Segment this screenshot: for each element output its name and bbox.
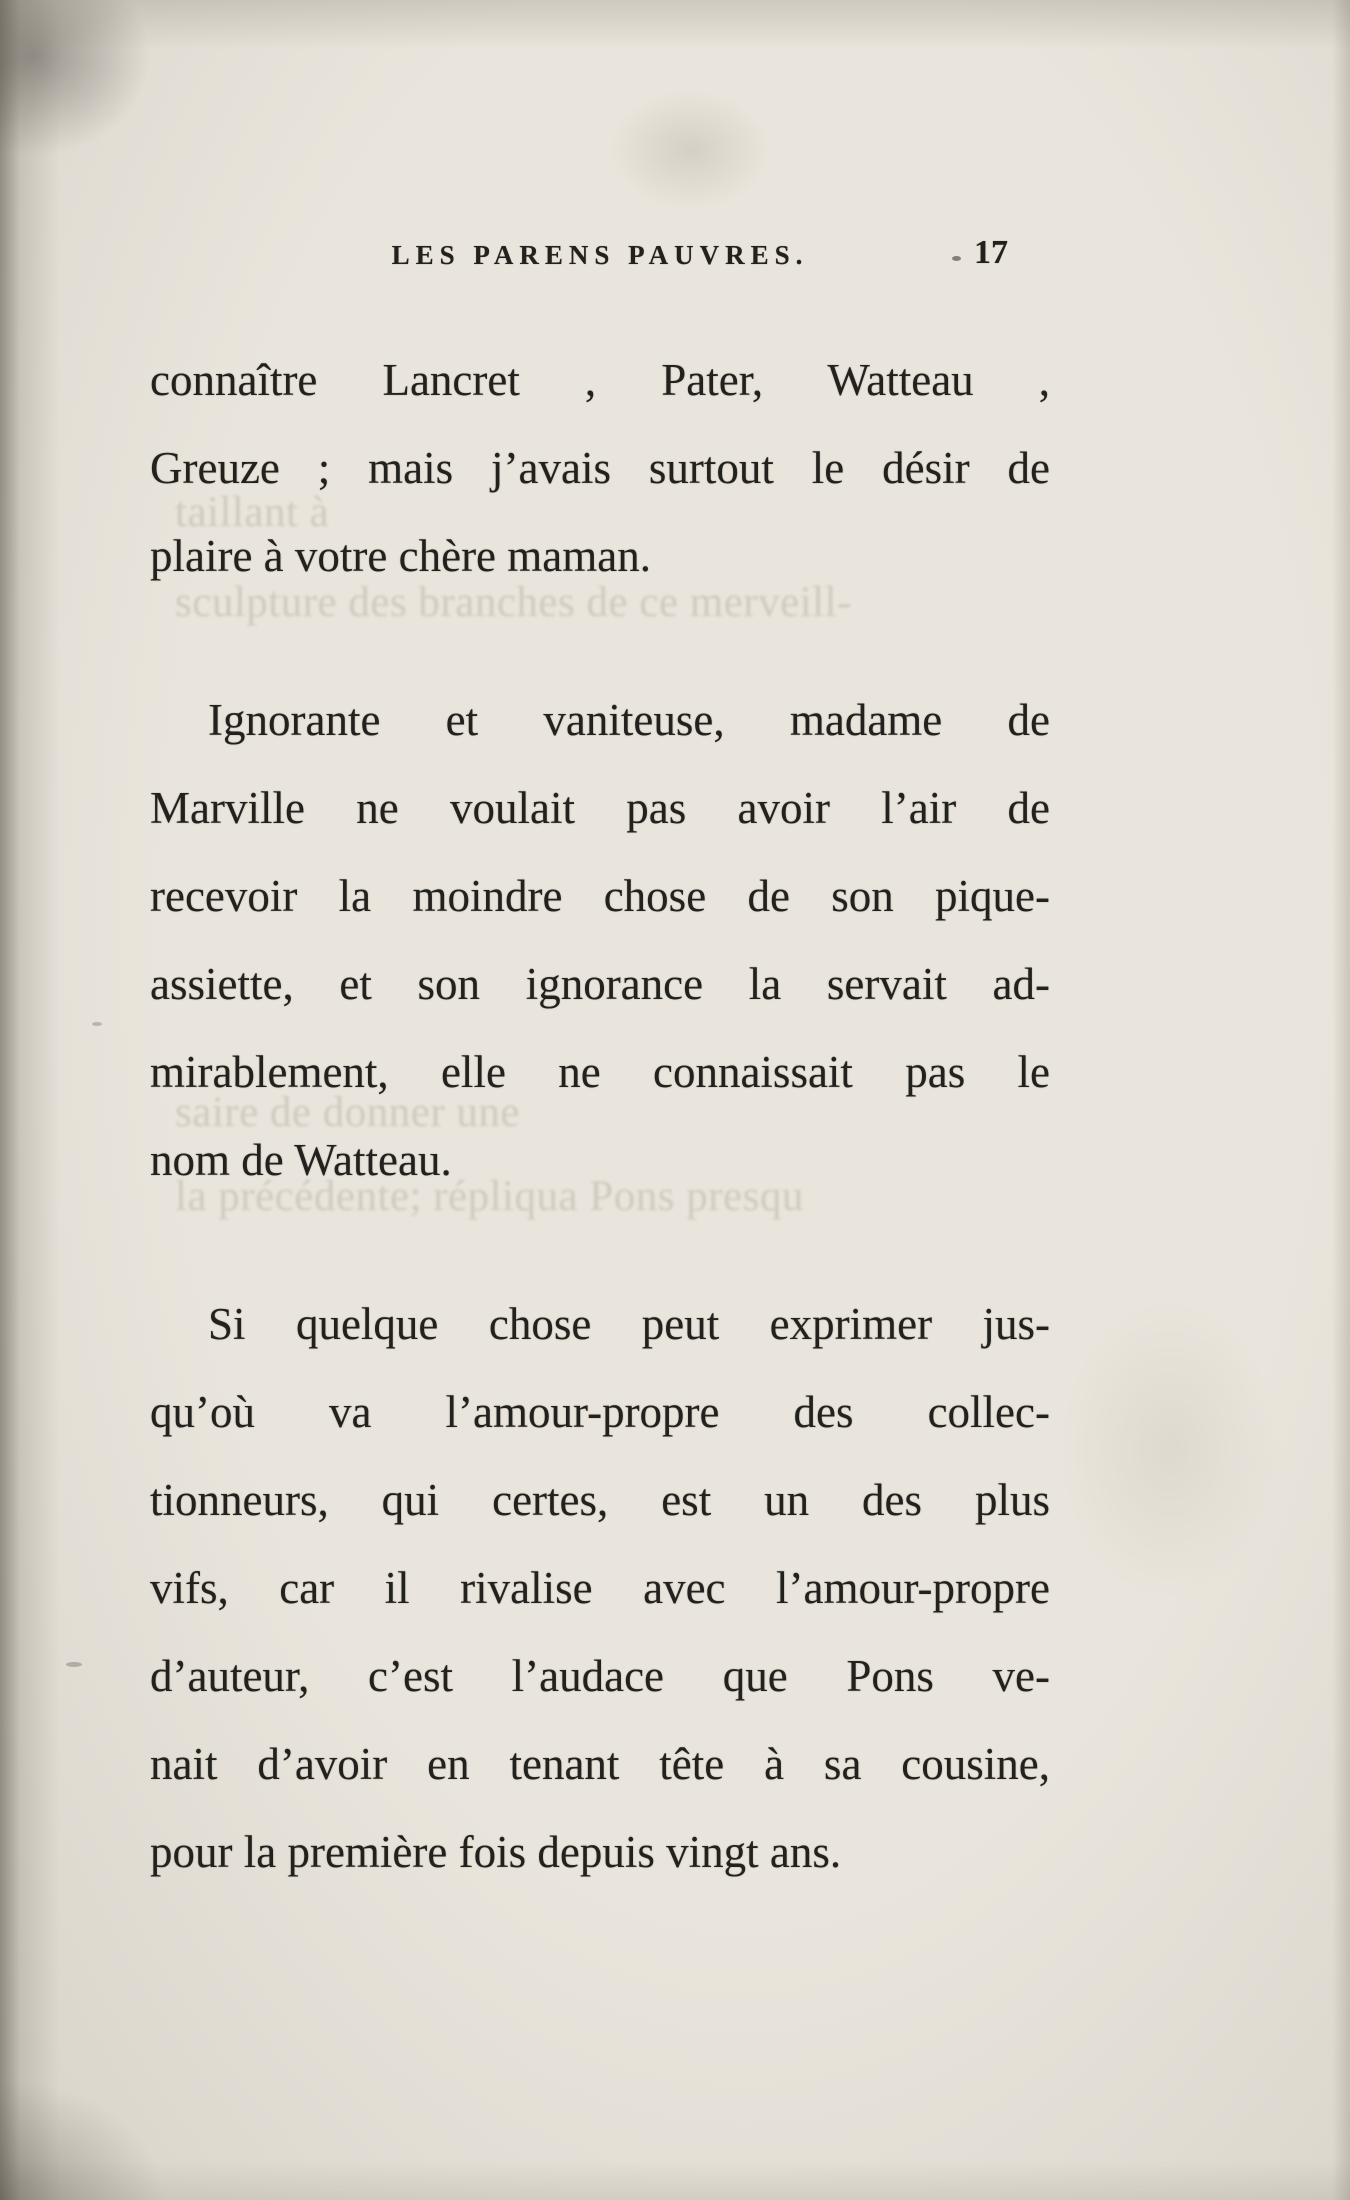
text-line: Greuze ; mais j’avais surtout le désir de [150, 443, 1050, 493]
text-line: mirablement, elle ne connaissait pas le [150, 1047, 1050, 1097]
page-number: 17 [974, 234, 1008, 271]
bleedthrough-line: la précédente; répliqua Pons presqu [175, 1173, 804, 1220]
text-line: recevoir la moindre chose de son pique- [150, 871, 1050, 921]
text-line: connaître Lancret , Pater, Watteau , [150, 355, 1050, 405]
page-header [150, 234, 1050, 284]
text-line: d’auteur, c’est l’audace que Pons ve- [150, 1651, 1050, 1701]
text-line: nait d’avoir en tenant tête à sa cousine, [150, 1739, 1050, 1789]
running-title: LES PARENS PAUVRES. [391, 240, 809, 270]
paragraph-1 [150, 336, 1050, 600]
text-line: Ignorante et vaniteuse, madame de [208, 695, 1050, 745]
paper-stain [1060, 1300, 1280, 1600]
bleedthrough-line: saire de donner une [175, 1089, 520, 1136]
text-line: plaire à votre chère maman. [150, 531, 651, 581]
body-text [150, 336, 1050, 1896]
bleedthrough-line: taillant à [175, 489, 330, 536]
page-content [150, 0, 1050, 1896]
ink-speck [92, 1022, 102, 1026]
text-line: nom de Watteau. [150, 1135, 452, 1185]
text-line: vifs, car il rivalise avec l’amour-propre [150, 1563, 1050, 1613]
text-line: qu’où va l’amour-propre des collec- [150, 1387, 1050, 1437]
ink-speck [66, 1662, 82, 1667]
text-line: Marville ne voulait pas avoir l’air de [150, 783, 1050, 833]
paragraph-3 [150, 1280, 1050, 1896]
text-line: Si quelque chose peut exprimer jus- [208, 1299, 1050, 1349]
bleedthrough-line: sculpture des branches de ce merveill- [175, 579, 852, 626]
paragraph-2 [150, 676, 1050, 1204]
text-line: assiette, et son ignorance la servait ad- [150, 959, 1050, 1009]
text-line: pour la première fois depuis vingt ans. [150, 1827, 842, 1877]
text-line: tionneurs, qui certes, est un des plus [150, 1475, 1050, 1525]
